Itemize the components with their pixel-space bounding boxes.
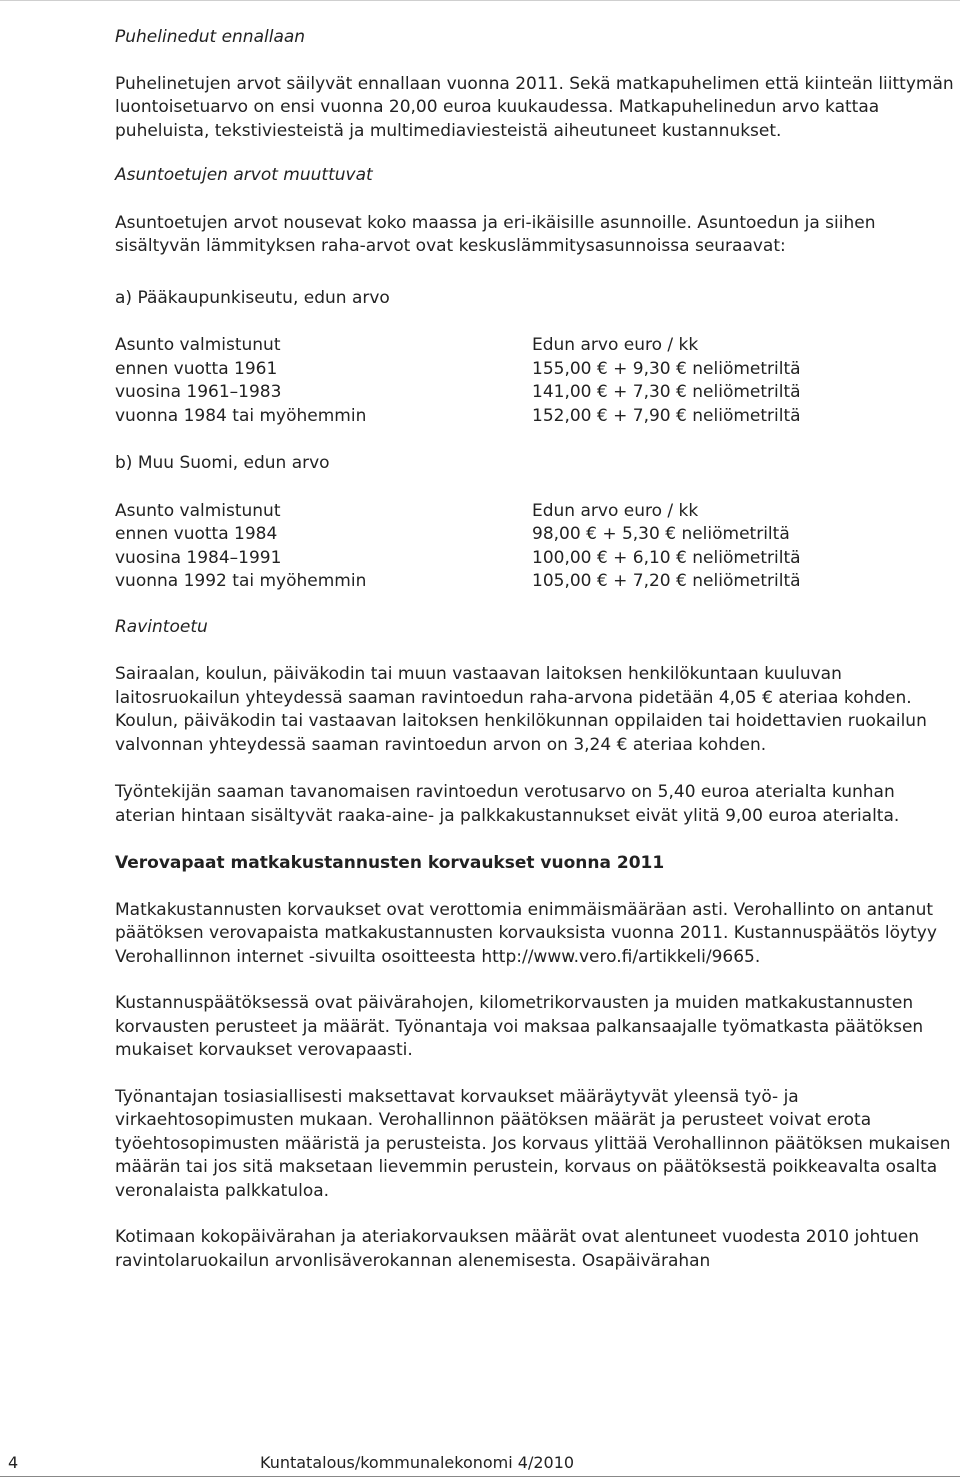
travel-paragraph-4: Kotimaan kokopäivärahan ja ateriakorvauksen määrät ovat alentuneet vuodesta 2010 johtuen ravintolaruokailun arvonlisäverokannan alenemisesta. Osapäivärahan [115,1227,920,1271]
base-value: 155,00 [532,358,592,379]
table-row-period: vuosina 1961–1983 [115,382,282,402]
euro-symbol: € [676,358,687,379]
per-sqm-value: + 6,10 [613,547,671,568]
travel-paragraph-3: Työnantajan tosiasiallisesti maksettavat korvaukset määräytyvät yleensä työ- ja virkaehtosopimusten mukaan. Verohallinnon päätöksen määrät ja perusteet voivat erota työehtosopimusten määristä ja perusteista. Jos korvaus ylittää Verohallinnon päätöksen mukaisen määrän tai jos sitä maksetaan lievemmin perustein, korvaus on päätöksestä poikkeavalta osalta veronalaista palkkatuloa. [115,1086,951,1201]
page-number: 4 [8,1453,19,1472]
footer-rule [0,1476,960,1477]
euro-symbol: € [676,405,687,426]
phone-paragraph: Puhelinetujen arvot säilyvät ennallaan vuonna 2011. Sekä matkapuhelimen että kiinteän liittymän luontoisetuarvo on ensi vuonna 20,00 euroa kuukaudessa. Matkapuhelinedun arvo kattaa puheluista, tekstiviesteistä ja multimediaviesteistä aiheutuneet kustannukset. [115,73,954,141]
housing-paragraph: Asuntoetujen arvot nousevat koko maassa ja eri-ikäisille asunnoille. Asuntoedun ja siihen sisältyvän lämmityksen raha-arvot ovat keskuslämmitysasunnoissa seuraavat: [115,212,876,256]
table-row-value [532,405,955,429]
per-sqm-value: + 7,20 [613,571,671,591]
table-b-caption: b) Muu Suomi, edun arvo [115,453,330,473]
table-b-right-header: Edun arvo euro / kk [532,500,699,521]
per-sqm-suffix: neliömetriltä [692,571,801,591]
meal-paragraph-2: Työntekijän saaman tavanomaisen ravintoedun verotusarvo on 5,40 euroa aterialta kunhan aterian hintaan sisältyvät raaka-aine- ja palkkakustannukset eivät ylitä 9,00 euroa aterialta. [115,782,900,826]
table-b-left-header: Asunto valmistunut [115,500,281,521]
table-row-value [532,570,955,594]
base-value: 98,00 [532,524,581,544]
per-sqm-value: + 9,30 [613,358,671,379]
meal-text-part: ateriaa kohden. [632,734,767,755]
table-row-period: vuonna 1992 tai myöhemmin [115,571,367,591]
table-row-period: ennen vuotta 1984 [115,524,278,544]
base-value: 152,00 [532,405,592,426]
top-rule [0,0,960,1]
euro-symbol: € [596,358,608,379]
euro-symbol: € [596,547,608,568]
euro-symbol: € [665,524,677,544]
table-row-value [532,358,955,382]
table-a-right-header: Edun arvo euro / kk [532,335,699,355]
per-sqm-value: + 7,90 [613,405,671,426]
travel-paragraph-1: Matkakustannusten korvaukset ovat verottomia enimmäismääräan asti. Verohallinto on antanut päätöksen verovapaista matkakustannusten korvauksista vuonna 2011. Kustannuspäätös löytyy Verohallinnon internet -sivuilta osoitteesta http://www.vero.fi/artikkeli/9665. [115,899,937,967]
travel-heading: Verovapaat matkakustannusten korvaukset vuonna 2011 [115,853,665,873]
base-value: 100,00 [532,547,592,568]
euro-symbol: € [586,524,597,544]
euro-symbol: € [676,571,687,591]
euro-symbol: € [676,547,687,568]
table-b [115,500,955,594]
per-sqm-suffix: neliömetriltä [692,358,801,379]
table-row-period: vuonna 1984 tai myöhemmin [115,405,367,426]
euro-symbol: € [676,382,687,402]
travel-paragraph-2: Kustannuspäätöksessä ovat päivärahojen, kilometrikorvausten ja muiden matkakustannusten korvausten perusteet ja määrät. Työnantaja voi maksaa palkansaajalle työmatkasta päätöksen mukaiset korvaukset verovapaasti. [115,993,924,1060]
table-a-left-header: Asunto valmistunut [115,335,281,355]
meal-text-part: Sairaalan, koulun, päiväkodin tai muun vastaavan laitoksen henkilökuntaan kuuluvan laitosruokailun yhteydessä saaman ravintoedun raha-arvona pidetään 4,05 [115,664,842,708]
base-value: 105,00 [532,571,592,591]
euro-symbol: € [596,405,608,426]
table-row-period: vuosina 1984–1991 [115,547,282,568]
per-sqm-suffix: neliömetriltä [692,547,801,568]
per-sqm-suffix: neliömetriltä [681,524,790,544]
table-row-period: ennen vuotta 1961 [115,358,278,379]
document-page [115,26,955,1273]
per-sqm-value: + 5,30 [602,524,660,544]
publication-name: Kuntatalous/kommunalekonomi 4/2010 [260,1453,575,1472]
per-sqm-value: + 7,30 [613,382,671,402]
euro-symbol: € [596,382,608,402]
per-sqm-suffix: neliömetriltä [692,382,801,402]
meal-paragraph-1 [115,663,955,757]
table-a [115,334,955,428]
meal-heading: Ravintoetu [115,616,208,637]
euro-symbol: € [762,687,773,708]
housing-heading: Asuntoetujen arvot muuttuvat [115,165,373,185]
meal-text-part: ateriaa kohden. Koulun, päiväkodin tai vastaavan laitoksen henkilökunnan oppilaiden tai hoidettavien ruokailun valvonnan yhteydessä saaman ravintoedun arvon on 3,24 [115,687,927,755]
phone-heading: Puhelinedut ennallaan [115,27,306,47]
euro-symbol: € [616,734,628,755]
base-value: 141,00 [532,382,592,402]
table-row-value [532,547,955,571]
table-a-caption: a) Pääkaupunkiseutu, edun arvo [115,287,390,308]
per-sqm-suffix: neliömetriltä [692,405,801,426]
table-row-value [532,523,955,547]
table-row-value [532,381,955,405]
euro-symbol: € [596,571,608,591]
